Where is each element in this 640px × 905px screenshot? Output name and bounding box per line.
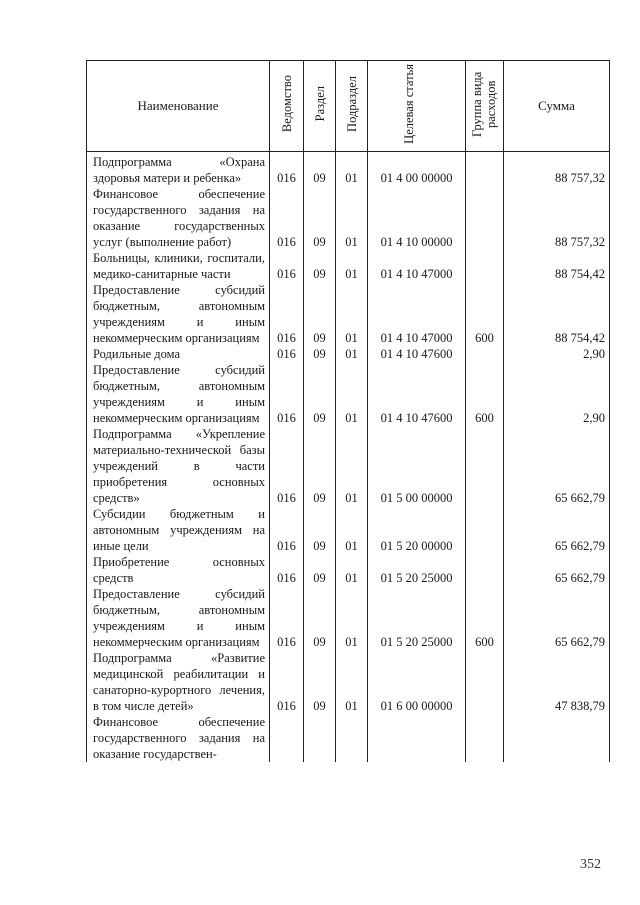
cell-department: 016 xyxy=(270,250,304,282)
cell-target-article: 01 4 10 00000 xyxy=(368,186,466,250)
cell-target-article: 01 5 20 25000 xyxy=(368,554,466,586)
cell-section: 09 xyxy=(304,346,336,362)
cell-expense-group xyxy=(466,714,504,762)
table-row xyxy=(87,346,610,362)
header-department: Ведомство xyxy=(270,61,304,152)
table-row xyxy=(87,650,610,714)
header-amount: Сумма xyxy=(504,61,610,152)
cell-expense-group xyxy=(466,152,504,187)
header-subsection: Подраздел xyxy=(336,61,368,152)
cell-subsection: 01 xyxy=(336,554,368,586)
cell-expense-group xyxy=(466,554,504,586)
cell-target-article: 01 4 10 47000 xyxy=(368,282,466,346)
cell-target-article: 01 6 00 00000 xyxy=(368,650,466,714)
table-body xyxy=(87,152,610,763)
cell-section: 09 xyxy=(304,362,336,426)
cell-department: 016 xyxy=(270,586,304,650)
cell-subsection: 01 xyxy=(336,186,368,250)
cell-expense-group: 600 xyxy=(466,282,504,346)
table-row xyxy=(87,554,610,586)
cell-subsection: 01 xyxy=(336,282,368,346)
table-row xyxy=(87,250,610,282)
cell-department: 016 xyxy=(270,362,304,426)
table-row xyxy=(87,586,610,650)
cell-name: Предоставление субсидий бюджетным, автономным учреждениям и иным некоммерческим организациям xyxy=(87,362,270,426)
cell-subsection: 01 xyxy=(336,426,368,506)
cell-subsection: 01 xyxy=(336,586,368,650)
cell-section xyxy=(304,714,336,762)
cell-subsection: 01 xyxy=(336,506,368,554)
cell-expense-group xyxy=(466,346,504,362)
header-target-article: Целевая статья xyxy=(368,61,466,152)
cell-department: 016 xyxy=(270,282,304,346)
cell-name: Предоставление субсидий бюджетным, автономным учреждениям и иным некоммерческим организациям xyxy=(87,282,270,346)
cell-name: Предоставление субсидий бюджетным, автономным учреждениям и иным некоммерческим организациям xyxy=(87,586,270,650)
cell-amount: 88 754,42 xyxy=(504,250,610,282)
cell-expense-group: 600 xyxy=(466,362,504,426)
cell-amount: 2,90 xyxy=(504,346,610,362)
table-row xyxy=(87,362,610,426)
cell-subsection: 01 xyxy=(336,152,368,187)
cell-amount: 88 754,42 xyxy=(504,282,610,346)
table-row xyxy=(87,714,610,762)
cell-target-article: 01 5 20 25000 xyxy=(368,586,466,650)
cell-department: 016 xyxy=(270,554,304,586)
cell-expense-group xyxy=(466,426,504,506)
cell-section: 09 xyxy=(304,586,336,650)
cell-section: 09 xyxy=(304,650,336,714)
cell-target-article: 01 5 20 00000 xyxy=(368,506,466,554)
cell-amount: 65 662,79 xyxy=(504,586,610,650)
cell-department xyxy=(270,714,304,762)
cell-expense-group xyxy=(466,186,504,250)
cell-subsection: 01 xyxy=(336,650,368,714)
cell-expense-group xyxy=(466,250,504,282)
table-row xyxy=(87,282,610,346)
cell-expense-group xyxy=(466,506,504,554)
cell-amount: 88 757,32 xyxy=(504,152,610,187)
cell-department: 016 xyxy=(270,506,304,554)
cell-subsection: 01 xyxy=(336,362,368,426)
cell-subsection: 01 xyxy=(336,346,368,362)
cell-department: 016 xyxy=(270,650,304,714)
table-row xyxy=(87,426,610,506)
cell-name: Подпрограмма «Развитие медицинской реабилитации и санаторно-курортного лечения, в том числе детей» xyxy=(87,650,270,714)
table-header-row xyxy=(87,61,610,152)
cell-amount: 65 662,79 xyxy=(504,426,610,506)
cell-amount: 2,90 xyxy=(504,362,610,426)
budget-table xyxy=(86,60,610,762)
cell-target-article: 01 4 10 47000 xyxy=(368,250,466,282)
cell-expense-group xyxy=(466,650,504,714)
cell-section: 09 xyxy=(304,186,336,250)
table-row xyxy=(87,186,610,250)
cell-target-article: 01 4 10 47600 xyxy=(368,346,466,362)
cell-department: 016 xyxy=(270,152,304,187)
cell-name: Подпрограмма «Укрепление материально-технической базы учреждений в части приобретения основных средств» xyxy=(87,426,270,506)
cell-section: 09 xyxy=(304,426,336,506)
cell-name: Приобретение основных средств xyxy=(87,554,270,586)
cell-subsection: 01 xyxy=(336,250,368,282)
cell-name: Финансовое обеспечение государственного задания на оказание государственных услуг (выполнение работ) xyxy=(87,186,270,250)
cell-section: 09 xyxy=(304,250,336,282)
cell-section: 09 xyxy=(304,152,336,187)
table-row xyxy=(87,152,610,187)
cell-amount: 88 757,32 xyxy=(504,186,610,250)
header-section: Раздел xyxy=(304,61,336,152)
cell-department: 016 xyxy=(270,186,304,250)
cell-section: 09 xyxy=(304,554,336,586)
cell-name: Родильные дома xyxy=(87,346,270,362)
cell-target-article: 01 4 10 47600 xyxy=(368,362,466,426)
table-row xyxy=(87,506,610,554)
cell-subsection xyxy=(336,714,368,762)
cell-name: Подпрограмма «Охрана здоровья матери и ребенка» xyxy=(87,152,270,187)
cell-expense-group: 600 xyxy=(466,586,504,650)
cell-amount: 47 838,79 xyxy=(504,650,610,714)
cell-section: 09 xyxy=(304,506,336,554)
cell-name: Субсидии бюджетным и автономным учреждениям на иные цели xyxy=(87,506,270,554)
cell-target-article xyxy=(368,714,466,762)
cell-amount: 65 662,79 xyxy=(504,554,610,586)
page-number: 352 xyxy=(580,857,601,872)
cell-section: 09 xyxy=(304,282,336,346)
header-name: Наименование xyxy=(87,61,270,152)
cell-amount xyxy=(504,714,610,762)
header-expense-group: Группа вида расходов xyxy=(466,61,504,152)
cell-target-article: 01 4 00 00000 xyxy=(368,152,466,187)
cell-department: 016 xyxy=(270,346,304,362)
cell-target-article: 01 5 00 00000 xyxy=(368,426,466,506)
cell-name: Больницы, клиники, госпитали, медико-санитарные части xyxy=(87,250,270,282)
cell-amount: 65 662,79 xyxy=(504,506,610,554)
cell-department: 016 xyxy=(270,426,304,506)
cell-name: Финансовое обеспечение государственного задания на оказание государствен- xyxy=(87,714,270,762)
